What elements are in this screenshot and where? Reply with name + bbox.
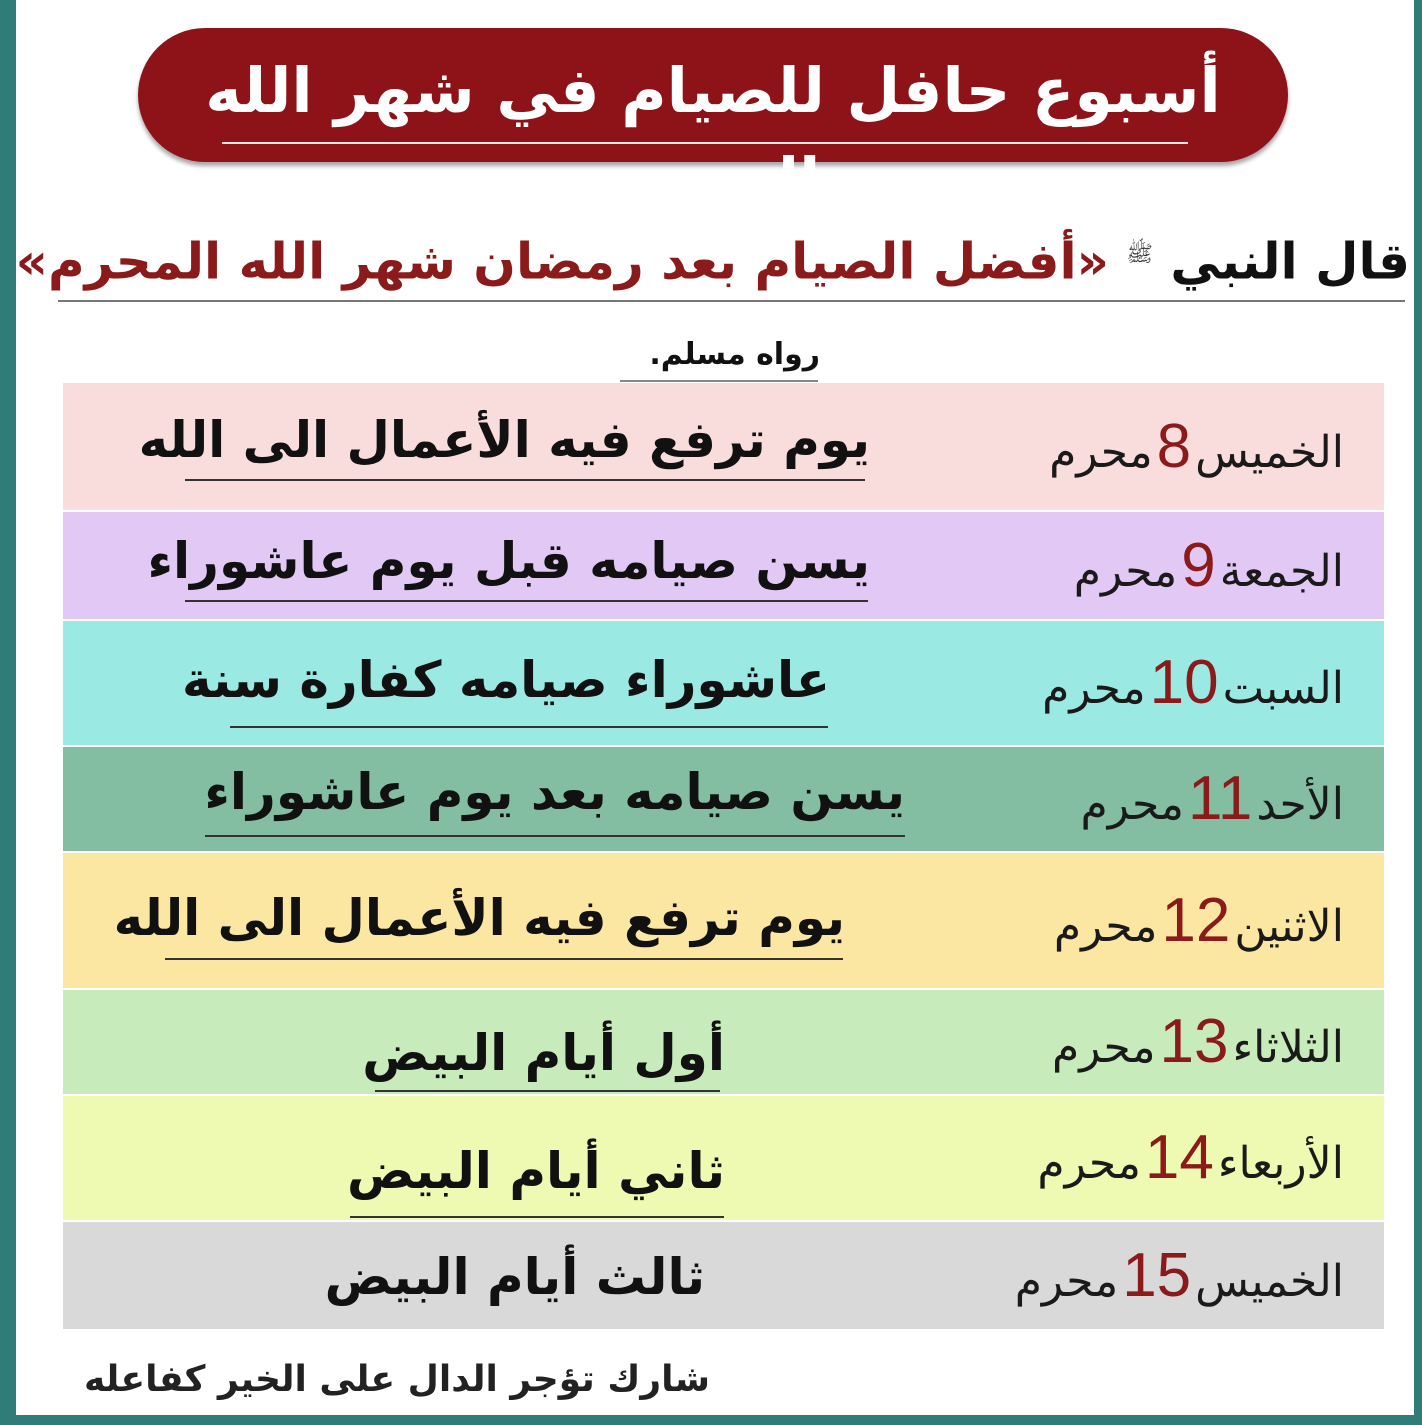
- row-description: عاشوراء صيامه كفارة سنة: [182, 651, 830, 709]
- row-date: [1052, 1002, 1344, 1088]
- frame-left-border: [0, 0, 16, 1425]
- row-date: [1054, 881, 1344, 967]
- row-description: يسن صيامه بعد يوم عاشوراء: [204, 763, 905, 821]
- table-row: [63, 621, 1384, 745]
- row-day-number: 9: [1181, 531, 1216, 600]
- row-date: [1037, 1118, 1344, 1204]
- row-weekday: الخميس: [1195, 427, 1344, 478]
- row-description-underline: [230, 726, 828, 728]
- row-weekday: الثلاثاء: [1232, 1022, 1344, 1073]
- row-description-underline: [165, 958, 843, 960]
- row-month: محرم: [1053, 901, 1158, 952]
- table-row: [63, 853, 1384, 988]
- table-row: [63, 990, 1384, 1094]
- row-description: يوم ترفع فيه الأعمال الى الله: [138, 411, 870, 469]
- row-description: يسن صيامه قبل يوم عاشوراء: [147, 532, 870, 590]
- row-description-underline: [375, 1090, 720, 1092]
- row-month: محرم: [1042, 663, 1146, 714]
- row-date: [1074, 526, 1344, 612]
- row-description: ثاني أيام البيض: [346, 1142, 725, 1200]
- row-month: محرم: [1080, 779, 1184, 830]
- hadith-underline: [58, 300, 1405, 302]
- row-month: محرم: [1037, 1138, 1141, 1189]
- row-description: ثالث أيام البيض: [324, 1248, 705, 1306]
- row-description-underline: [205, 835, 905, 837]
- row-month: محرم: [1049, 427, 1153, 478]
- row-day-number: 12: [1161, 886, 1231, 955]
- hadith-line: [15, 215, 1410, 295]
- row-weekday: الاثنين: [1234, 901, 1344, 952]
- table-row: [63, 383, 1384, 510]
- row-weekday: الجمعة: [1219, 546, 1344, 597]
- row-date: [1049, 407, 1344, 493]
- page-title: أسبوع حافل للصيام في شهر الله المحرم: [205, 54, 1221, 217]
- row-date: [1042, 643, 1344, 729]
- hadith-honorific: ﷺ: [1126, 242, 1153, 267]
- row-month: محرم: [1014, 1256, 1119, 1307]
- row-day-number: 15: [1122, 1241, 1192, 1310]
- row-weekday: الخميس: [1195, 1256, 1344, 1307]
- row-day-number: 10: [1149, 648, 1219, 717]
- title-underline: [222, 142, 1188, 144]
- hadith-quote: «أفضل الصيام بعد رمضان شهر الله المحرم»: [15, 232, 1109, 291]
- table-row: [63, 1222, 1384, 1329]
- row-description-underline: [185, 600, 868, 602]
- row-day-number: 11: [1188, 764, 1253, 833]
- narrator-underline: [620, 380, 818, 382]
- row-day-number: 8: [1156, 412, 1192, 481]
- row-description: يوم ترفع فيه الأعمال الى الله: [113, 889, 845, 947]
- frame-right-border: [1414, 0, 1422, 1425]
- row-description: أول أيام البيض: [362, 1024, 725, 1082]
- row-description-underline: [350, 1216, 724, 1218]
- narrator-attribution: رواه مسلم.: [649, 337, 820, 372]
- row-description-underline: [185, 479, 865, 481]
- row-weekday: الأربعاء: [1217, 1138, 1344, 1189]
- row-weekday: السبت: [1222, 663, 1344, 714]
- row-date: [1081, 759, 1345, 845]
- row-day-number: 14: [1144, 1123, 1214, 1192]
- row-month: محرم: [1073, 546, 1178, 597]
- row-day-number: 13: [1159, 1007, 1229, 1076]
- row-weekday: الأحد: [1256, 779, 1344, 830]
- hadith-intro: قال النبي: [1170, 232, 1410, 291]
- row-date: [1015, 1236, 1344, 1322]
- table-row: [63, 512, 1384, 619]
- frame-bottom-border: [0, 1415, 1422, 1425]
- row-month: محرم: [1052, 1022, 1156, 1073]
- footer-note: شارك تؤجر الدال على الخير كفاعله: [83, 1359, 710, 1400]
- table-row: [63, 1096, 1384, 1220]
- table-row: [63, 747, 1384, 851]
